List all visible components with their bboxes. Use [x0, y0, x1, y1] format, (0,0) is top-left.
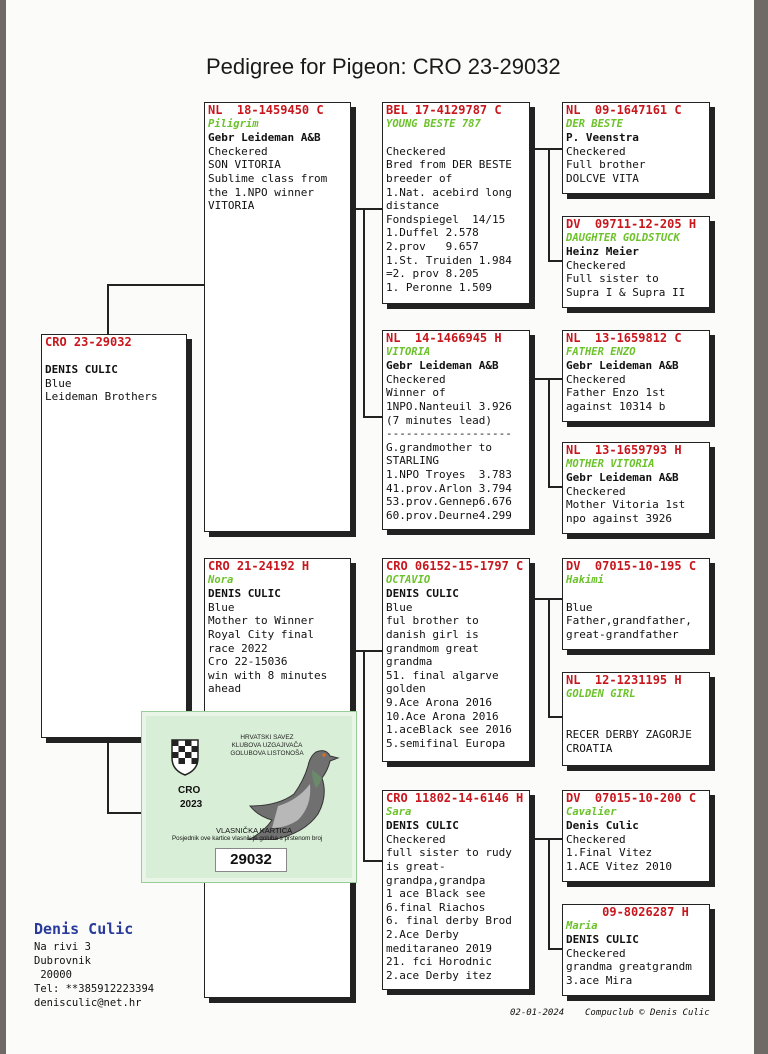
- ring-number: CRO 23-29032: [45, 335, 132, 349]
- connector: [548, 148, 550, 260]
- connector: [548, 486, 562, 488]
- info-line: Denis Culic: [566, 819, 639, 833]
- info-line: 1.ACE Vitez 2010: [566, 859, 672, 873]
- info-line: Checkered: [566, 484, 626, 498]
- info-line: -------------------: [386, 427, 512, 441]
- pigeon-name: DER BESTE: [566, 117, 623, 130]
- footer-date: 02-01-2024: [510, 1008, 565, 1018]
- info-line: [566, 587, 706, 601]
- info-line: [386, 131, 526, 145]
- pigeon-name: OCTAVIO: [386, 573, 431, 586]
- connector: [351, 650, 382, 652]
- connector: [530, 378, 562, 380]
- info-line: win with 8 minutes: [208, 668, 328, 682]
- info-line: 1.St. Truiden 1.984: [386, 253, 512, 267]
- info-line: DENIS CULIC: [566, 933, 639, 947]
- connector: [363, 208, 365, 416]
- ggp-mmm-box: [562, 904, 710, 996]
- info-line: Checkered: [386, 372, 446, 386]
- ring-number: NL 13-1659812 C: [566, 331, 682, 345]
- info-line: ful brother to: [386, 614, 479, 628]
- info-line: grandma: [386, 655, 433, 669]
- info-line: 2.ace Derby itez: [386, 968, 492, 982]
- info-line: meditaraneo 2019: [386, 941, 492, 955]
- info-line: Cro 22-15036: [208, 655, 288, 669]
- pigeon-name: MOTHER VITORIA: [566, 457, 655, 470]
- connector: [548, 378, 550, 486]
- info-line: Full brother: [566, 158, 646, 172]
- info-line: 1. Peronne 1.509: [386, 280, 492, 294]
- info-line: full sister to rudy: [386, 846, 512, 860]
- ring-number: NL 18-1459450 C: [208, 103, 324, 117]
- connector: [107, 812, 143, 814]
- owner-address-line: Na rivi 3: [34, 941, 91, 953]
- connector: [548, 948, 562, 950]
- owner-phone: Tel: **385912223394: [34, 983, 155, 995]
- info-line: 2.Ace Derby: [386, 927, 459, 941]
- info-line: ahead: [208, 682, 242, 696]
- info-line: DENIS CULIC: [45, 363, 118, 377]
- ring-number: NL 09-1647161 C: [566, 103, 682, 117]
- info-line: grandpa,grandpa: [386, 873, 486, 887]
- ring-number: NL 12-1231195 H: [566, 673, 682, 687]
- info-line: Supra I & Supra II: [566, 285, 686, 299]
- info-line: 2.prov 9.657: [386, 239, 479, 253]
- pigeon-name: Cavalier: [566, 805, 617, 818]
- info-line: =2. prov 8.205: [386, 267, 479, 281]
- info-line: golden: [386, 682, 426, 696]
- connector: [363, 416, 382, 418]
- info-line: npo against 3926: [566, 511, 672, 525]
- info-line: Checkered: [566, 832, 626, 846]
- owner-address-line: 20000: [34, 969, 72, 981]
- card-year: 2023: [180, 799, 203, 810]
- pigeon-name: Nora: [208, 573, 234, 586]
- card-org-name: HRVATSKI SAVEZ KLUBOVA UZGAJIVAČA GOLUBOVA LISTONOŠA: [230, 734, 304, 757]
- info-line: CROATIA: [566, 741, 613, 755]
- info-line: 60.prov.Deurne4.299: [386, 508, 512, 522]
- connector: [548, 598, 550, 716]
- pigeon-name: Piligrim: [208, 117, 259, 130]
- info-line: 1 ace Black see: [386, 887, 486, 901]
- info-line: Gebr Leideman A&B: [566, 359, 679, 373]
- card-note: Posjednik ove kartice vlasnik je goluba s prstenom broj: [172, 835, 323, 842]
- grandmother-maternal-box: [382, 790, 530, 990]
- subject-box: [41, 334, 187, 738]
- owner-address-line: Dubrovnik: [34, 955, 91, 967]
- info-line: DOLCVE VITA: [566, 171, 639, 185]
- grandfather-maternal-box: [382, 558, 530, 762]
- ring-number: 09-8026287 H: [566, 905, 689, 919]
- grandfather-paternal-box: [382, 102, 530, 304]
- info-line: Blue: [208, 600, 235, 614]
- info-line: great-grandfather: [566, 627, 679, 641]
- owner-email[interactable]: denisculic@net.hr: [34, 997, 142, 1009]
- info-line: 51. final algarve: [386, 668, 499, 682]
- info-line: 10.Ace Arona 2016: [386, 709, 499, 723]
- connector: [530, 148, 562, 150]
- connector: [107, 284, 205, 286]
- info-line: Mother to Winner: [208, 614, 314, 628]
- info-line: 9.Ace Arona 2016: [386, 695, 492, 709]
- info-line: Blue: [45, 376, 72, 390]
- ring-number: DV 09711-12-205 H: [566, 217, 697, 231]
- info-line: DENIS CULIC: [208, 587, 281, 601]
- info-line: 3.ace Mira: [566, 973, 633, 987]
- info-line: the 1.NPO winner: [208, 185, 314, 199]
- info-line: Blue: [566, 600, 593, 614]
- info-line: race 2022: [208, 641, 268, 655]
- ring-number: NL 14-1466945 H: [386, 331, 502, 345]
- info-line: Checkered: [208, 144, 268, 158]
- grandmother-paternal-box: [382, 330, 530, 530]
- info-line: against 10314 b: [566, 399, 666, 413]
- connector: [530, 838, 562, 840]
- pigeon-name: Sara: [386, 805, 412, 818]
- info-line: DENIS CULIC: [386, 587, 459, 601]
- pigeon-name: VITORIA: [386, 345, 431, 358]
- ggp-mff-box: [562, 558, 710, 650]
- info-line: Gebr Leideman A&B: [386, 359, 499, 373]
- pigeon-name: YOUNG BESTE 787: [386, 117, 481, 130]
- info-line: danish girl is: [386, 627, 479, 641]
- info-line: 6.final Riachos: [386, 900, 486, 914]
- pigeon-name: Hakimi: [566, 573, 604, 586]
- ring-number: DV 07015-10-195 C: [566, 559, 697, 573]
- info-line: 41.prov.Arlon 3.794: [386, 481, 512, 495]
- info-line: 1.aceBlack see 2016: [386, 723, 512, 737]
- ggp-fmm-box: [562, 442, 710, 534]
- info-line: 1.Duffel 2.578: [386, 226, 479, 240]
- info-line: Blue: [386, 600, 413, 614]
- pigeon-name: DAUGHTER GOLDSTUCK: [566, 231, 680, 244]
- info-line: 6. final derby Brod: [386, 914, 512, 928]
- info-line: Checkered: [566, 372, 626, 386]
- connector: [548, 716, 562, 718]
- info-line: 1.Final Vitez: [566, 846, 653, 860]
- card-label: VLASNIČKA KARTICA: [216, 826, 293, 835]
- info-line: [566, 701, 706, 715]
- info-line: Gebr Leideman A&B: [566, 471, 679, 485]
- info-line: Fondspiegel 14/15: [386, 212, 506, 226]
- page-title: Pedigree for Pigeon: CRO 23-29032: [206, 54, 561, 79]
- owner-name: Denis Culic: [34, 920, 134, 938]
- info-line: DENIS CULIC: [386, 819, 459, 833]
- info-line: Checkered: [566, 946, 626, 960]
- connector: [548, 260, 562, 262]
- ggp-ffm-box: [562, 216, 710, 308]
- info-line: 1.Nat. acebird long: [386, 185, 512, 199]
- info-line: P. Veenstra: [566, 131, 639, 145]
- info-line: distance: [386, 199, 439, 213]
- info-line: 1NPO.Nanteuil 3.926: [386, 399, 512, 413]
- info-line: is great-: [386, 859, 446, 873]
- info-line: Full sister to: [566, 272, 659, 286]
- ring-number: CRO 06152-15-1797 C: [386, 559, 524, 573]
- connector: [107, 738, 109, 812]
- ring-number: NL 13-1659793 H: [566, 443, 682, 457]
- info-line: VITORIA: [208, 199, 255, 213]
- ring-number: CRO 11802-14-6146 H: [386, 791, 524, 805]
- info-line: Father Enzo 1st: [566, 386, 666, 400]
- info-line: [45, 350, 183, 364]
- connector: [548, 838, 550, 948]
- info-line: 21. fci Horodnic: [386, 955, 492, 969]
- pigeon-name: Maria: [566, 919, 598, 932]
- info-line: Leideman Brothers: [45, 390, 158, 404]
- pigeon-name: FATHER ENZO: [566, 345, 636, 358]
- ggp-mfm-box: [562, 672, 710, 766]
- ggp-mmf-box: [562, 790, 710, 882]
- info-line: Gebr Leideman A&B: [208, 131, 321, 145]
- info-line: Checkered: [566, 258, 626, 272]
- pigeon-icon: [238, 736, 342, 840]
- info-line: Checkered: [386, 144, 446, 158]
- info-line: Checkered: [386, 832, 446, 846]
- info-line: Mother Vitoria 1st: [566, 498, 686, 512]
- ggp-fff-box: [562, 102, 710, 194]
- ring-number: BEL 17-4129787 C: [386, 103, 502, 117]
- info-line: Checkered: [566, 144, 626, 158]
- connector: [363, 650, 365, 860]
- info-line: 5.semifinal Europa: [386, 736, 506, 750]
- info-line: [566, 715, 706, 729]
- footer-credit: Compuclub © Denis Culic: [585, 1008, 710, 1018]
- info-line: Heinz Meier: [566, 245, 639, 259]
- info-line: Sublime class from: [208, 171, 328, 185]
- father-box: [204, 102, 351, 532]
- info-line: breeder of: [386, 171, 453, 185]
- connector: [363, 860, 382, 862]
- info-line: Royal City final: [208, 627, 314, 641]
- ggp-fmf-box: [562, 330, 710, 422]
- info-line: G.grandmother to: [386, 440, 492, 454]
- info-line: grandmom great: [386, 641, 479, 655]
- connector: [107, 284, 109, 334]
- info-line: grandma greatgrandm: [566, 960, 692, 974]
- info-line: 1.NPO Troyes 3.783: [386, 467, 512, 481]
- info-line: Winner of: [386, 386, 446, 400]
- connector: [530, 598, 562, 600]
- card-country: CRO: [178, 785, 201, 796]
- info-line: (7 minutes lead): [386, 413, 492, 427]
- info-line: RECER DERBY ZAGORJE: [566, 728, 692, 742]
- card-ring-number: 29032: [215, 848, 287, 872]
- crest-icon: [170, 738, 200, 776]
- info-line: Father,grandfather,: [566, 614, 692, 628]
- info-line: Bred from DER BESTE: [386, 158, 512, 172]
- info-line: STARLING: [386, 454, 439, 468]
- connector: [351, 208, 382, 210]
- ring-number: CRO 21-24192 H: [208, 559, 310, 573]
- ring-number: DV 07015-10-200 C: [566, 791, 697, 805]
- ownership-card: [141, 711, 357, 883]
- info-line: 53.prov.Gennep6.676: [386, 495, 512, 509]
- pigeon-name: GOLDEN GIRL: [566, 687, 636, 700]
- info-line: SON VITORIA: [208, 158, 281, 172]
